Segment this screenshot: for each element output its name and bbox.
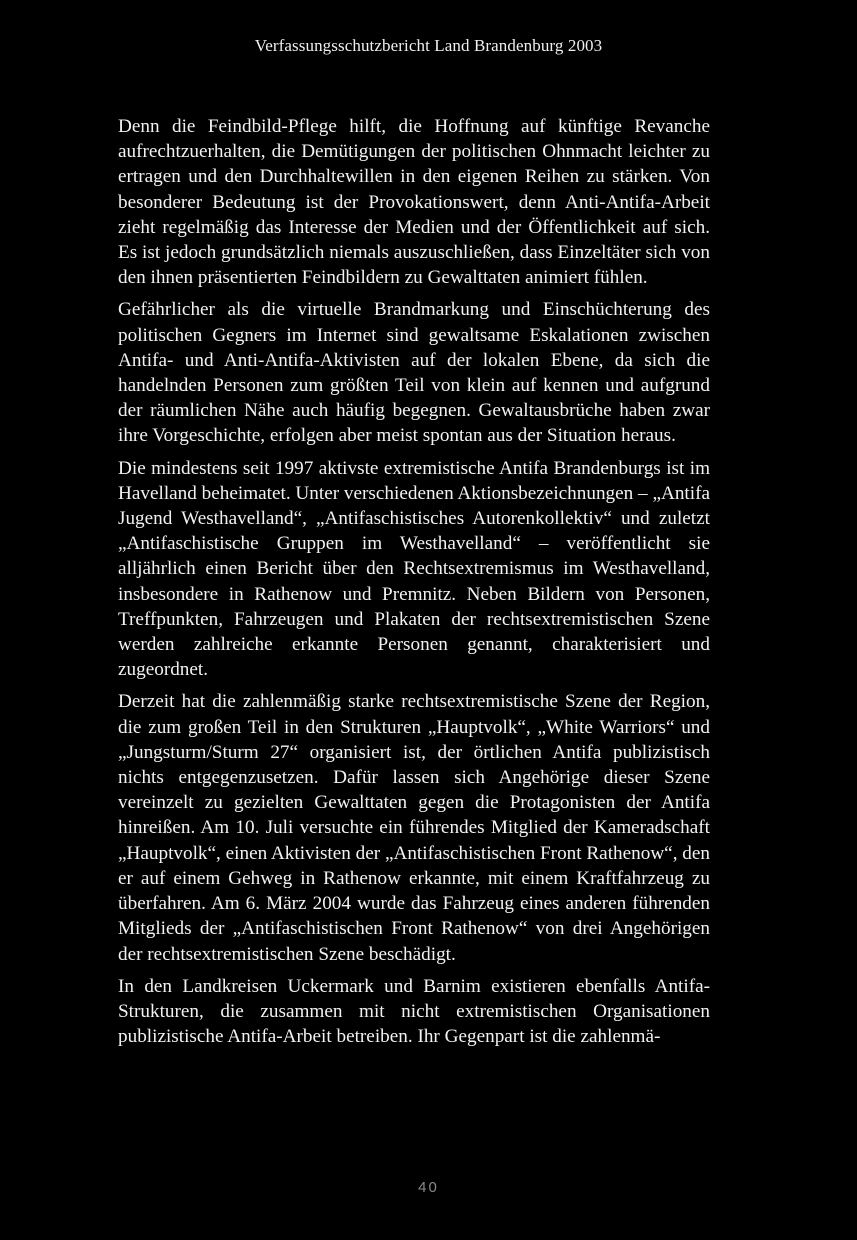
page-number: 40: [418, 1179, 439, 1196]
paragraph-eskalationen: Gefährlicher als die virtuelle Brandmarkung und Einschüchterung des politischen Gegners im Internet sind gewaltsame Eskalationen zwischen Antifa- und Anti-Antifa-Aktivisten auf der lokalen Ebene, da sich die handelnden Personen zum größten Teil von klein auf kennen und aufgrund der räumlichen Nähe auch häufig begegnen. Gewaltausbrüche haben zwar ihre Vorgeschichte, erfolgen aber meist spontan aus der Situation heraus.: [118, 299, 710, 447]
paragraph-havelland: Die mindestens seit 1997 aktivste extremistische Antifa Brandenburgs ist im Havelland beheimatet. Unter verschiedenen Aktionsbezeichnungen – „Antifa Jugend Westhavelland“, „Antifaschistisches Autorenkollektiv“ und zuletzt „Antifaschistische Gruppen im Westhavelland“ – veröffentlicht sie alljährlich einen Bericht über den Rechtsextremismus im Westhavelland, insbesondere in Rathenow und Premnitz. Neben Bildern von Personen, Treffpunkten, Fahrzeugen und Plakaten der rechtsextremistischen Szene werden zahlreiche erkannte Personen genannt, charakterisiert und zugeordnet.: [118, 457, 710, 681]
running-header: Verfassungsschutzbericht Land Brandenburg 2003: [254, 36, 603, 55]
paragraph-uckermark-barnim: In den Landkreisen Uckermark und Barnim existieren ebenfalls Antifa-Strukturen, die zusammen mit nicht extremistischen Organisationen publizistische Antifa-Arbeit betreiben. Ihr Gegenpart ist die zahlenmä-: [118, 975, 710, 1048]
body-text: [118, 114, 710, 1056]
paragraph-feindbild: Denn die Feindbild-Pflege hilft, die Hoffnung auf künftige Revanche aufrechtzuerhalten, die Demütigungen der politischen Ohnmacht leichter zu ertragen und den Durchhaltewillen in den eigenen Reihen zu stärken. Von besonderer Bedeutung ist der Provokationswert, denn Anti-Antifa-Arbeit zieht regelmäßig das Interesse der Medien und der Öffentlichkeit auf sich. Es ist jedoch grundsätzlich niemals auszuschließen, dass Einzeltäter sich von den ihnen präsentierten Feindbildern zu Gewalttaten animiert fühlen.: [118, 116, 710, 289]
paragraph-rechtsextremistische-szene: Derzeit hat die zahlenmäßig starke rechtsextremistische Szene der Region, die zum großen Teil in den Strukturen „Hauptvolk“, „White Warriors“ und „Jungsturm/Sturm 27“ organisiert ist, der örtlichen Antifa publizistisch nichts entgegenzusetzen. Dafür lassen sich Angehörige dieser Szene vereinzelt zu gezielten Gewalttaten gegen die Protagonisten der Antifa hinreißen. Am 10. Juli versuchte ein führendes Mitglied der Kameradschaft „Hauptvolk“, einen Aktivisten der „Antifaschistischen Front Rathenow“, den er auf einem Gehweg in Rathenow erkannte, mit einem Kraftfahrzeug zu überfahren. Am 6. März 2004 wurde das Fahrzeug eines anderen führenden Mitglieds der „Antifaschistischen Front Rathenow“ von drei Angehörigen der rechtsextremistischen Szene beschädigt.: [118, 691, 711, 965]
